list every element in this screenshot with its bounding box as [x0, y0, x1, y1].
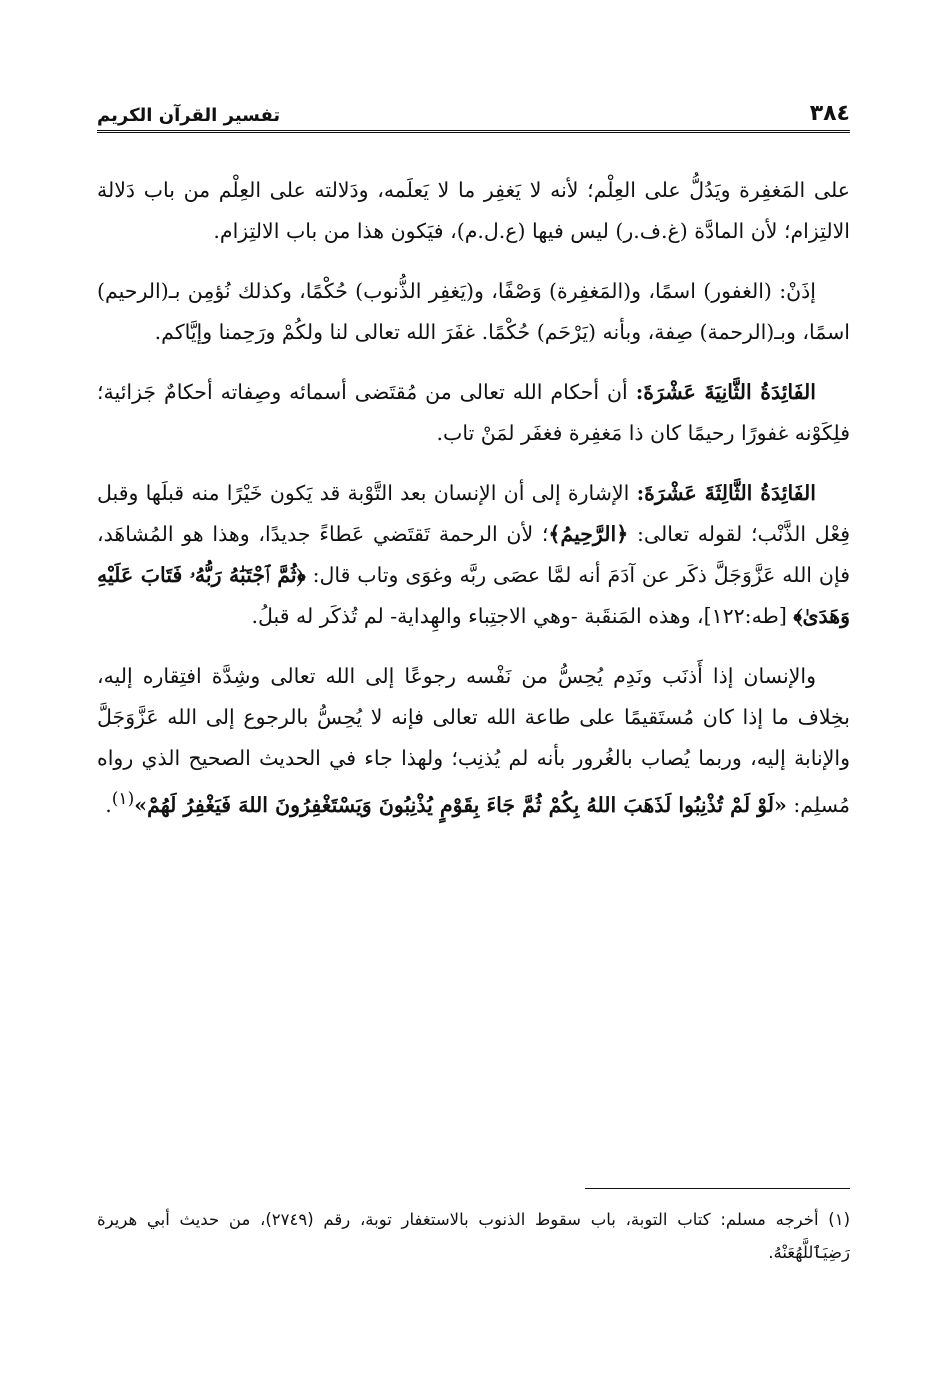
quran-verse-taha: ﴿ثُمَّ ٱجْتَبَٰهُ رَبُّهُۥ فَتَابَ عَلَيْهِ وَهَدَىٰ﴾ — [97, 563, 850, 628]
footnote-1-marker: (١) — [828, 1210, 851, 1229]
footnotes — [97, 1203, 850, 1269]
benefit-13-text-a: الإشارة إلى أن الإنسان بعد التَّوْبة قد يَكون خَيْرًا منه قبلَها وقبل فِعْل الذَّنْب؛ لقوله تعالى: — [97, 481, 851, 546]
paragraph-5-text: والإنسان إذا أَذنَب ونَدِم يُحِسُّ من نَفْسه رجوعًا إلى الله تعالى وشِدَّة افتِقاره إليه، بخِلاف ما إذا كان مُستَقيمًا على طاعة الله تعالى فإنه لا يُحِسُّ بالرجوع إلى الله عَزَّوَجَلَّ والإنابة إليه، وربما يُصاب بالغُرور بأنه لم يُذنِب؛ ولهذا جاء في الحديث الصحيح الذي رواه مُسلِم: — [97, 664, 850, 817]
paragraph-benefit-13 — [97, 473, 850, 637]
page-number: ٣٨٤ — [809, 101, 850, 126]
quran-quote-rahim: ﴿الرَّحِيمُ﴾ — [548, 522, 629, 546]
benefit-12-text: أن أحكام الله تعالى من مُقتَضى أسمائه وصِفاته أحكامٌ جَزائية؛ فلِكَوْنه غفورًا رحيمًا كان ذا مَغفِرة فغفَر لمَنْ تاب. — [97, 380, 850, 445]
paragraph-1: على المَغفِرة ويَدُلُّ على العِلْم؛ لأنه لا يَغفِر ما لا يَعلَمه، ودَلالته على العِلْم من باب دَلالة الالتِزام؛ لأن المادَّة (غ.ف.ر) ليس فيها (ع.ل.م)، فيَكون هذا من باب الالتِزام. — [97, 178, 850, 243]
paragraph-5 — [97, 656, 850, 826]
running-title: تفسير القرآن الكريم — [97, 105, 281, 126]
paragraph-2: إذَنْ: (الغفور) اسمًا، و(المَغفِرة) وَصْفًا، و(يَغفِر الذُّنوب) حُكْمًا، وكذلك نُؤمِن بـ(الرحيم) اسمًا، وبـ(الرحمة) صِفة، وبأنه (يَرْحَم) حُكْمًا. غفَرَ الله تعالى لنا ولكُمْ ورَحِمنا وإيَّاكم. — [97, 279, 850, 344]
paragraph-benefit-12 — [97, 372, 850, 454]
footnote-divider — [585, 1188, 850, 1189]
hadith-quote: «لَوْ لَمْ تُذْنِبُوا لَذَهَبَ اللهُ بِكُمْ ثُمَّ جَاءَ بِقَوْمٍ يُذْنِبُونَ وَيَسْتَغْفِرُونَ اللهَ فَيَغْفِرُ لَهُمْ» — [134, 792, 787, 817]
paragraph-5-end: . — [105, 792, 112, 817]
footnote-1-text: أخرجه مسلم: كتاب التوبة، باب سقوط الذنوب بالاستغفار توبة، رقم (٢٧٤٩)، من حديث أبي هريرة رَضِيَٱللَّهُعَنْهُ. — [97, 1210, 850, 1262]
footnote-reference[interactable]: (١) — [111, 789, 135, 809]
benefit-13-heading: الفَائِدَةُ الثَّالِثَةَ عَشْرَةَ: — [636, 481, 816, 505]
page-header — [97, 88, 850, 133]
benefit-13-text-b: ؛ لأن الرحمة تَقتَضي عَطاءً جديدًا، وهذا هو المُشاهَد، فإن الله عَزَّوَجَلَّ ذكَر عن آدَمَ أنه لمَّا عصَى ربَّه وغوَى وتاب قال: — [97, 522, 851, 587]
benefit-12-heading: الفَائِدَةُ الثَّانِيَةَ عَشْرَةَ: — [635, 380, 816, 404]
page-body — [97, 170, 850, 845]
footnote-1 — [97, 1203, 850, 1269]
benefit-13-text-c: [طه:١٢٢]، وهذه المَنقَبة -وهي الاجتِباء والهِداية- لم تُذكَر له قبلُ. — [251, 604, 794, 628]
